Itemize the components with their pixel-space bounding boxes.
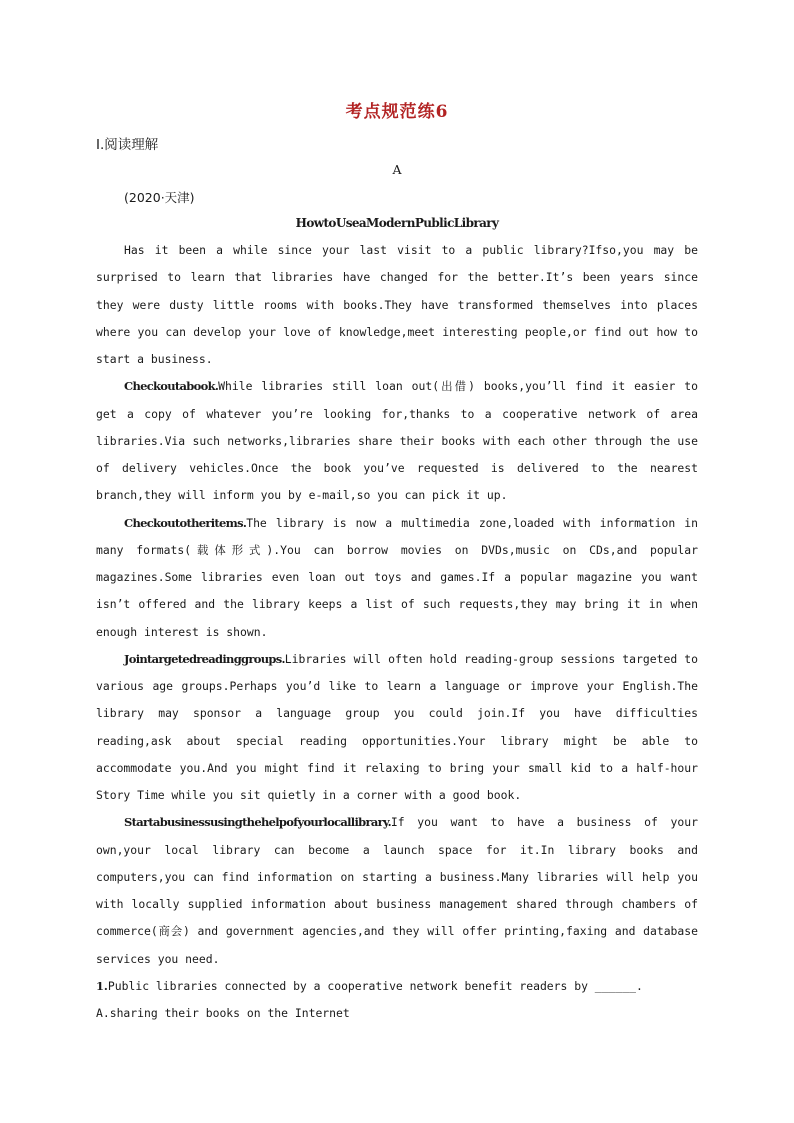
question-1 xyxy=(96,973,698,1000)
paragraph-check-out-items xyxy=(96,510,698,646)
question-option-a: A.sharing their books on the Internet xyxy=(96,1006,350,1020)
section-heading: Ⅰ.阅读理解 xyxy=(96,137,159,153)
paragraph-reading-groups xyxy=(96,646,698,810)
paragraph-text: Libraries will often hold reading-group sessions targeted to various age groups.Perhaps you’d like to learn a language or improve your English.The library may sponsor a language group you could join.If you have difficulties reading,ask about special reading opportunities.Your library might be able to accommodate you.And you might find it relaxing to bring your small kid to a half-hour Story Time while you sit quietly in a corner with a good book. xyxy=(96,651,698,802)
paragraph-lead: Checkoutotheritems. xyxy=(124,515,247,530)
passage-title: HowtoUseaModernPublicLibrary xyxy=(295,216,499,230)
passage-letter: A xyxy=(392,162,402,177)
question-text: Public libraries connected by a cooperative network benefit readers by ______. xyxy=(107,978,643,993)
question-number: 1. xyxy=(96,978,108,993)
paragraph-start-business xyxy=(96,809,698,973)
paragraph-text: The library is now a multimedia zone,loaded with information in many formats(载体形式).You can borrow movies on DVDs,music on CDs,and popular magazines.Some libraries even loan out toys and games.If a popular magazine you want isn’t offered and the library keeps a list of such requests,they may bring it in when enough interest is shown. xyxy=(96,515,698,639)
paragraph-check-out-book xyxy=(96,373,698,509)
passage-source: (2020·天津) xyxy=(124,190,195,205)
paragraph-lead: Startabusinessusingthehelpofyourlocallibrary. xyxy=(124,815,391,830)
paragraph-lead: Jointargetedreadinggroups. xyxy=(124,651,285,666)
paragraph-text: While libraries still loan out(出借) books,you’ll find it easier to get a copy of whatever you’re looking for,thanks to a cooperative network of area libraries.Via such networks,libraries share their books with each other through the use of delivery vehicles.Once the book you’ve requested is delivered to the nearest branch,they will inform you by e-mail,so you can pick it up. xyxy=(96,379,698,503)
paragraph-intro xyxy=(96,237,698,373)
paragraph-text: If you want to have a business of your own,your local library can become a launch space for it.In library books and computers,you can find information on starting a business.Many libraries will help you with locally supplied information about business management shared through chambers of commerce(商会) and government agencies,and they will offer printing,faxing and database services you need. xyxy=(96,815,698,966)
paragraph-text: Has it been a while since your last visit to a public library?Ifso,you may be surprised to learn that libraries have changed for the better.It’s been years since they were dusty little rooms with books.They have transformed themselves into places where you can develop your love of knowledge,meet interesting people,or find out how to start a business. xyxy=(96,243,698,366)
passage-body xyxy=(96,237,698,1027)
page-title: 考点规范练6 xyxy=(345,102,449,122)
paragraph-lead: Checkoutabook. xyxy=(124,379,219,394)
